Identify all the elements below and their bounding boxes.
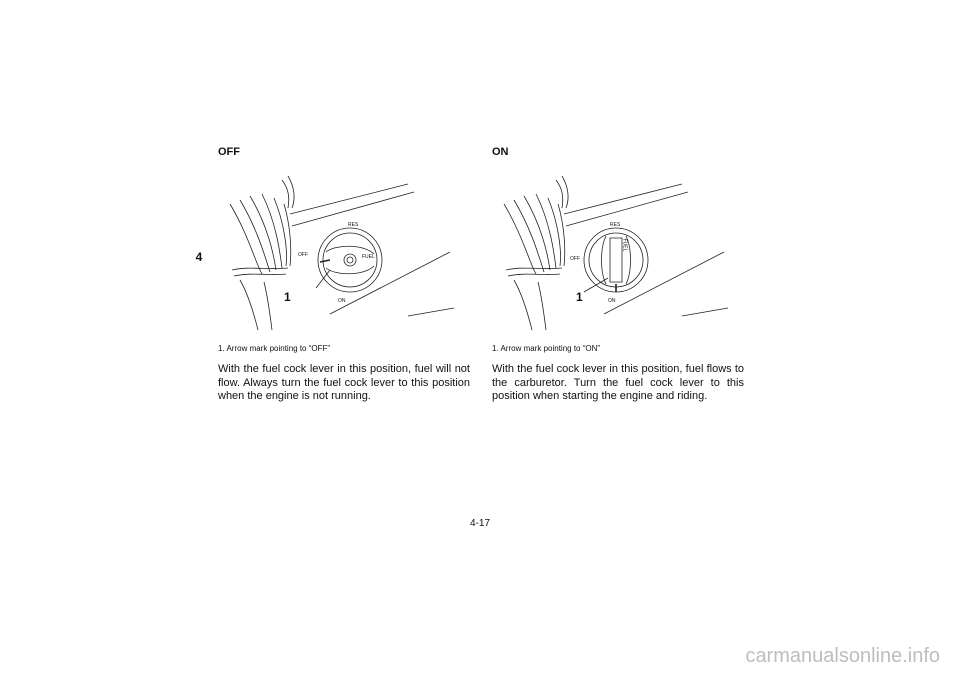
fuel-cock-off-illustration bbox=[218, 174, 470, 332]
section-heading: OFF bbox=[218, 146, 240, 158]
dial-label-on: ON bbox=[338, 298, 346, 304]
dial-label-off: OFF bbox=[570, 256, 580, 262]
callout-number: 1 bbox=[576, 290, 583, 304]
watermark: carmanualsonline.info bbox=[745, 645, 940, 667]
body-paragraph: With the fuel cock lever in this position, fuel flows to the carburetor. Turn the fuel cock lever to this position when starting the engine and riding. bbox=[492, 363, 744, 402]
callout-number: 1 bbox=[284, 290, 291, 304]
figure-caption: 1. Arrow mark pointing to “ON” bbox=[492, 344, 601, 353]
section-heading: ON bbox=[492, 146, 509, 158]
fuel-cock-drawing bbox=[218, 174, 470, 332]
section-on bbox=[492, 146, 744, 404]
dial-label-res: RES bbox=[348, 222, 359, 228]
fuel-cock-on-illustration bbox=[492, 174, 744, 332]
page-number: 4-17 bbox=[469, 518, 490, 529]
body-paragraph: With the fuel cock lever in this position, fuel will not flow. Always turn the fuel cock lever to this position when the engine is not running. bbox=[218, 363, 470, 402]
dial-label-fuel: FUEL bbox=[362, 254, 375, 260]
chapter-tab: 4 bbox=[182, 246, 216, 268]
dial-label-fuel: FUEL bbox=[621, 238, 628, 252]
fuel-cock-drawing bbox=[492, 174, 744, 332]
section-off bbox=[218, 146, 470, 404]
dial-label-off: OFF bbox=[298, 252, 308, 258]
dial-label-on: ON bbox=[608, 298, 616, 304]
figure-caption: 1. Arrow mark pointing to “OFF” bbox=[218, 344, 331, 353]
dial-label-res: RES bbox=[610, 222, 621, 228]
